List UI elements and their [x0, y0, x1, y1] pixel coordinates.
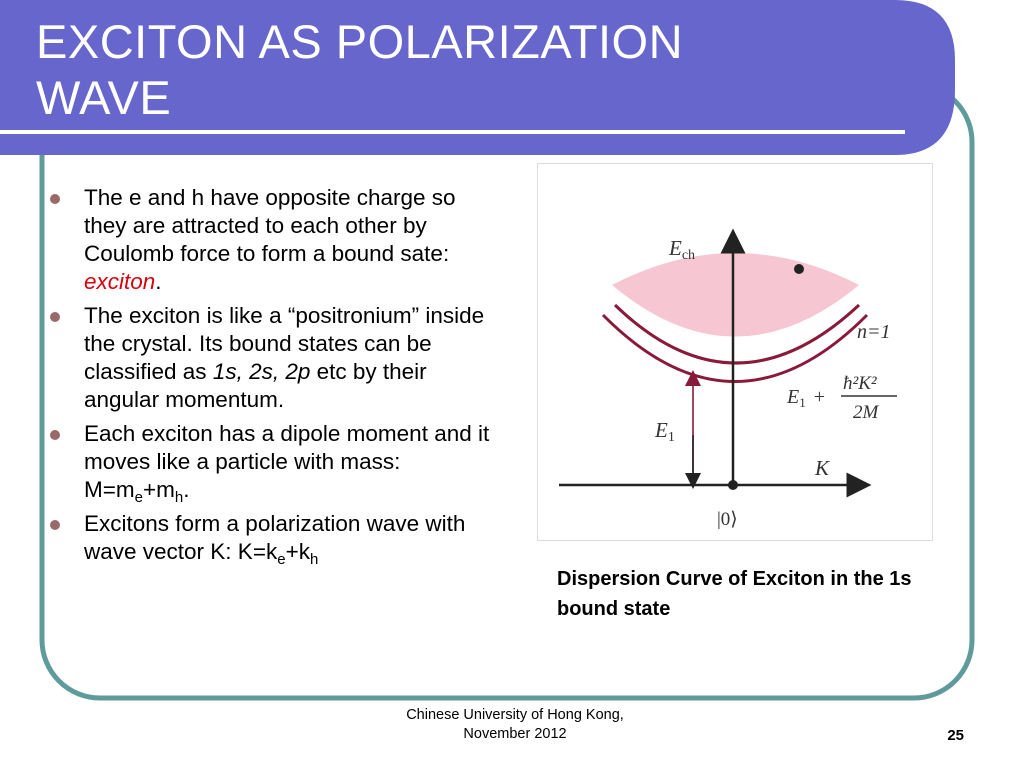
footer-line-2: November 2012 — [463, 726, 567, 742]
bullet-dot — [50, 194, 60, 204]
bullet-text-mid: +m — [142, 477, 175, 502]
bullet-item — [50, 420, 490, 504]
title-underline — [0, 130, 905, 134]
subscript-e: e — [134, 489, 143, 506]
footer-line-1: Chinese University of Hong Kong, — [406, 707, 624, 723]
exciton-emphasis: exciton — [84, 269, 156, 294]
e1-label: E1 — [655, 418, 675, 445]
bullet-dot — [50, 312, 60, 322]
ground-state-label: |0⟩ — [717, 509, 738, 530]
energy-axis-label: Ech — [669, 236, 696, 263]
bullet-dot — [50, 520, 60, 530]
bullet-text: The exciton is like a “positronium” inside the crystal. Its bound states can be classified as — [84, 303, 485, 384]
subscript-h: h — [174, 489, 184, 506]
curve-label: n=1 — [857, 321, 891, 343]
bullet-list — [50, 184, 490, 572]
figure-caption: Dispersion Curve of Exciton in the 1s bound state — [557, 568, 912, 620]
slide-title — [36, 14, 886, 126]
bound-state-dot — [794, 264, 804, 274]
bullet-text: Each exciton has a dipole moment and it moves like a particle with mass: M=m — [84, 421, 490, 502]
bullet-text: The e and h have opposite charge so they are attracted to each other by Coulomb force to form a bound sate: — [84, 185, 456, 266]
formula-numerator: ħ²K² — [843, 373, 877, 394]
bullet-text-end: etc by their angular momentum. — [84, 359, 427, 412]
title-line-1: EXCITON AS POLARIZATION — [36, 15, 684, 68]
states-emphasis: 1s, 2s, 2p — [212, 359, 311, 384]
subscript-h: h — [309, 551, 319, 568]
subscript-e: e — [277, 551, 286, 568]
bullet-item — [50, 184, 490, 296]
bullet-dot — [50, 430, 60, 440]
bullet-item — [50, 510, 490, 566]
k-axis-label: K — [815, 456, 830, 480]
title-line-2: WAVE — [36, 71, 172, 124]
formula-prefix: $E_1$ + — [787, 386, 825, 410]
bullet-text-end: . — [155, 269, 162, 294]
page-number: 25 — [947, 727, 964, 744]
bullet-text-end: . — [183, 477, 190, 502]
dispersion-figure — [537, 163, 933, 541]
bullet-text: Excitons form a polarization wave with wave vector K: K=k — [84, 511, 466, 564]
bullet-text-mid: +k — [285, 539, 310, 564]
origin-point — [728, 480, 738, 490]
formula-denominator: 2M — [853, 402, 879, 423]
slide-footer — [370, 706, 660, 744]
bullet-item — [50, 302, 490, 414]
